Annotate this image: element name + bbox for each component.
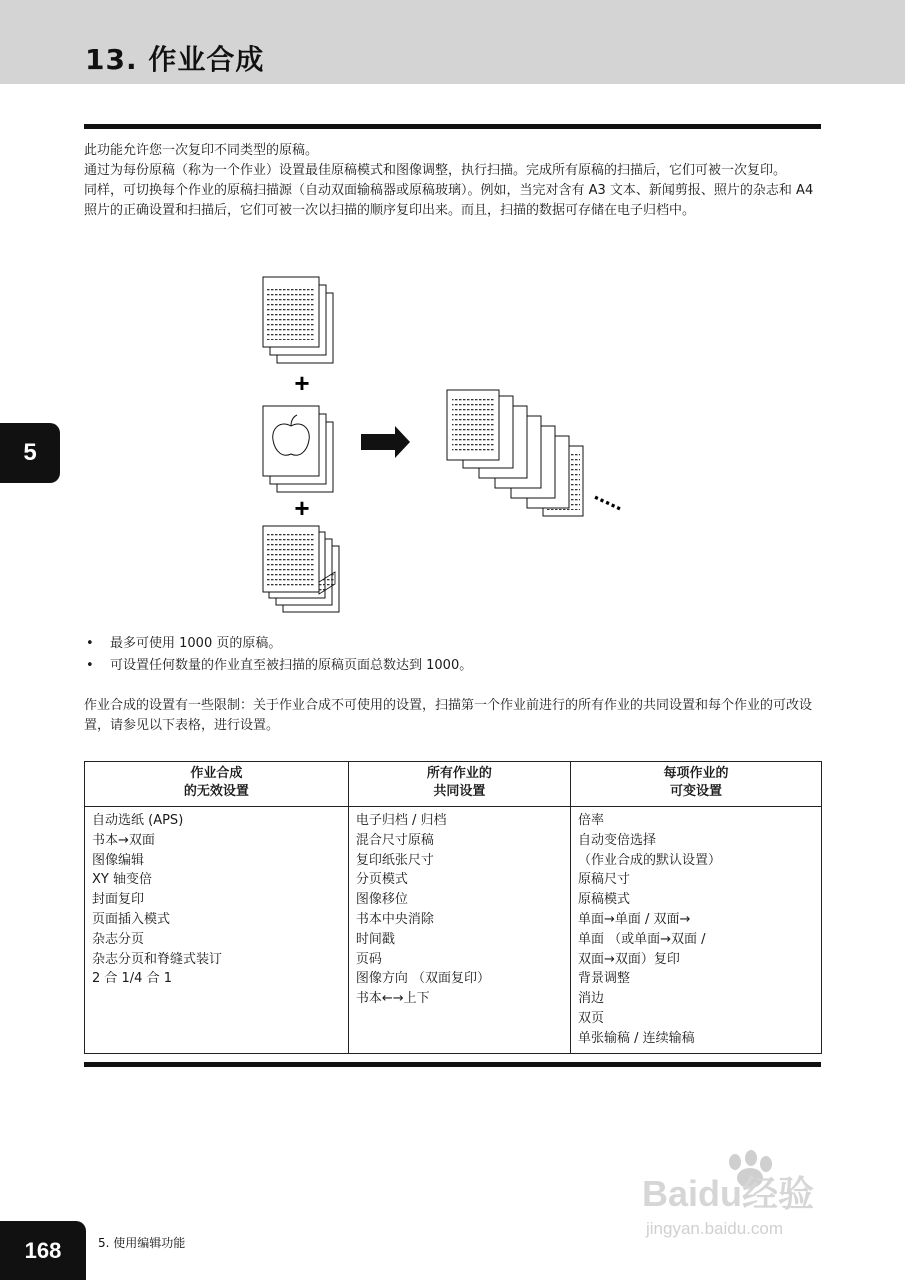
- table-row: [85, 807, 822, 1054]
- header-line: 可变设置: [669, 783, 722, 798]
- variable-settings-cell: [571, 807, 822, 1054]
- header-line: 所有作业的: [426, 765, 492, 780]
- settings-table: [84, 761, 822, 1054]
- header-invalid-settings: [85, 762, 349, 807]
- intro-paragraph: 此功能允许您一次复印不同类型的原稿。: [84, 143, 319, 158]
- watermark-brand: Baidu经验: [642, 1173, 815, 1214]
- photo-document-stack-icon: [263, 406, 333, 492]
- chapter-tab: 5: [0, 423, 60, 483]
- setting-item: （作业合成的默认设置）: [578, 852, 722, 868]
- setting-item: 混合尺寸原稿: [355, 832, 434, 848]
- arrow-right-icon: [361, 426, 410, 458]
- header-line: 每项作业的: [663, 765, 729, 780]
- setting-item: 图像方向 （双面复印）: [355, 971, 490, 987]
- setting-item: 自动变倍选择: [578, 832, 657, 848]
- setting-item: 倍率: [578, 813, 605, 828]
- header-line: 作业合成: [190, 765, 243, 780]
- setting-item: 2 合 1/4 合 1: [92, 971, 172, 987]
- setting-item: 页码: [355, 951, 382, 967]
- setting-item: 原稿模式: [578, 892, 631, 908]
- setting-item: 杂志分页和脊缝式装订: [92, 951, 223, 967]
- bullet-marker: •: [86, 658, 94, 673]
- setting-item: 消边: [578, 991, 605, 1007]
- setting-item: 图像编辑: [92, 852, 145, 868]
- setting-item: 杂志分页: [92, 931, 145, 947]
- list-item: [84, 655, 819, 677]
- header-variable-settings: [571, 762, 822, 807]
- setting-item: 原稿尺寸: [578, 872, 631, 888]
- setting-item: 单面 （或单面→双面 /: [578, 931, 706, 947]
- bullet-marker: •: [86, 636, 94, 651]
- setting-item: 时间戳: [355, 931, 395, 947]
- bullet-list: [84, 633, 819, 677]
- intro-paragraph: 通过为每份原稿（称为一个作业）设置最佳原稿模式和图像调整，执行扫描。完成所有原稿的扫描后，它们可被一次复印。: [84, 163, 787, 178]
- plus-icon: +: [294, 493, 310, 523]
- setting-item: 书本中央消除: [355, 911, 434, 927]
- job-build-illustration: [255, 268, 645, 628]
- setting-item: 单面→单面 / 双面→: [578, 911, 691, 927]
- intro-paragraph: 同样，可切换每个作业的原稿扫描源（自动双面输稿器或原稿玻璃）。例如，当完对含有 A3 文本、新闻剪报、照片的杂志和 A4 照片的正确设置和扫描后，它们可被一次以扫描的顺序复印出来。而且，扫描的数据可存储在电子归档中。: [84, 183, 814, 218]
- setting-item: 书本→双面: [92, 832, 155, 848]
- setting-item: 背景调整: [578, 971, 631, 987]
- setting-item: 自动选纸 (APS): [92, 813, 184, 828]
- ellipsis-icon: .....: [590, 479, 630, 516]
- setting-item: 书本←→上下: [355, 991, 430, 1007]
- setting-item: 双页: [578, 1010, 605, 1026]
- setting-item: 复印纸张尺寸: [355, 852, 434, 868]
- setting-item: 单张输稿 / 连续输稿: [578, 1030, 695, 1046]
- intro-text: [84, 141, 819, 221]
- setting-item: 图像移位: [355, 892, 408, 908]
- bottom-rule: [84, 1062, 821, 1067]
- text-document-stack-icon: [263, 277, 333, 363]
- header-common-settings: [348, 762, 570, 807]
- setting-item: 分页模式: [355, 872, 408, 888]
- list-item-text: 最多可使用 1000 页的原稿。: [110, 636, 282, 651]
- list-item-text: 可设置任何数量的作业直至被扫描的原稿页面总数达到 1000。: [110, 658, 473, 673]
- top-rule: [84, 124, 821, 129]
- setting-item: 封面复印: [92, 892, 145, 908]
- common-settings-cell: [348, 807, 570, 1054]
- combined-output-stack-icon: [447, 390, 583, 516]
- duplex-document-stack-icon: [263, 526, 339, 612]
- setting-item: 电子归档 / 归档: [355, 813, 447, 828]
- setting-item: 页面插入模式: [92, 911, 171, 927]
- setting-item: 双面→双面）复印: [578, 951, 680, 967]
- footer-section-label: 5. 使用编辑功能: [98, 1236, 186, 1250]
- page-number: 168: [0, 1221, 86, 1280]
- restrictions-note: 作业合成的设置有一些限制：关于作业合成不可使用的设置，扫描第一个作业前进行的所有作业的共同设置和每个作业的可改设置，请参见以下表格，进行设置。: [84, 698, 813, 733]
- table-header-row: [85, 762, 822, 807]
- list-item: [84, 633, 819, 655]
- header-line: 共同设置: [433, 783, 486, 798]
- setting-item: XY 轴变倍: [92, 872, 152, 888]
- plus-icon: +: [294, 368, 310, 398]
- header-line: 的无效设置: [183, 783, 249, 798]
- baidu-jingyan-watermark: [640, 1148, 860, 1248]
- page-title: 13. 作业合成: [85, 43, 265, 76]
- watermark-url: jingyan.baidu.com: [646, 1219, 784, 1238]
- invalid-settings-cell: [85, 807, 349, 1054]
